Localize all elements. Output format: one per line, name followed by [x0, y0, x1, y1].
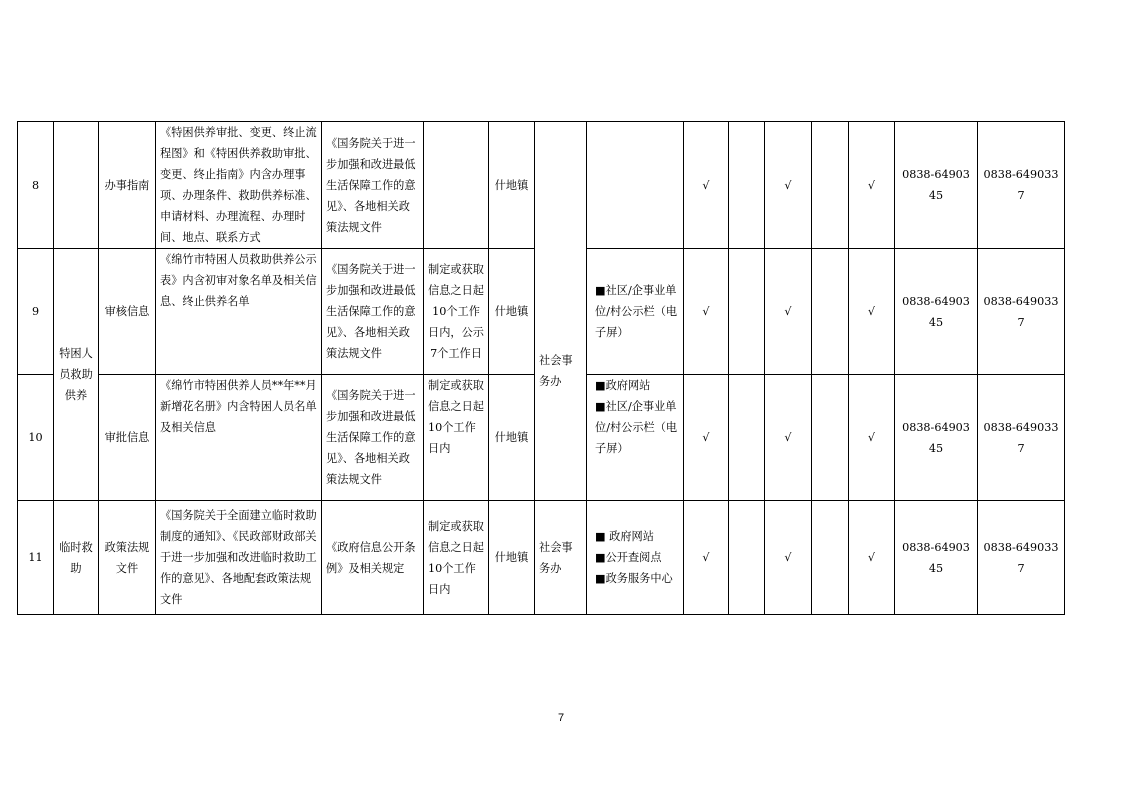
- page-number: 7: [557, 712, 565, 724]
- channel-cell: [587, 122, 684, 249]
- phone-cell: 0838-6490337: [978, 375, 1065, 501]
- channel-item: ■社区/企事业单位/村公示栏（电子屏）: [595, 400, 678, 455]
- check-empty: [729, 122, 765, 249]
- basis-cell: 《国务院关于进一步加强和改进最低生活保障工作的意见》、各地相关政策法规文件: [322, 375, 424, 501]
- check-mark: √: [684, 249, 729, 375]
- channel-item: ■公开查阅点: [595, 551, 662, 564]
- check-empty: [729, 375, 765, 501]
- phone-cell: 0838-6490345: [895, 501, 978, 615]
- channel-cell: [587, 249, 684, 375]
- subject-cell: 什地镇: [489, 375, 535, 501]
- basis-cell: 《国务院关于进一步加强和改进最低生活保障工作的意见》、各地相关政策法规文件: [322, 122, 424, 249]
- check-empty: [812, 375, 849, 501]
- check-empty: [729, 249, 765, 375]
- check-mark: √: [765, 122, 812, 249]
- subject-cell: 什地镇: [489, 501, 535, 615]
- check-mark: √: [849, 122, 895, 249]
- channel-item: ■政府网站: [595, 379, 651, 392]
- basis-cell: 《政府信息公开条例》及相关规定: [322, 501, 424, 615]
- row-number: 9: [18, 249, 54, 375]
- check-mark: √: [684, 501, 729, 615]
- time-limit-cell: 制定或获取信息之日起10个工作日内: [424, 375, 489, 501]
- check-mark: √: [849, 501, 895, 615]
- content-cell: 《绵竹市特困供养人员**年**月新增花名册》内含特困人员名单及相关信息: [156, 375, 322, 501]
- item-cell: 政策法规文件: [99, 501, 156, 615]
- channel-item: ■社区/企事业单位/村公示栏（电子屏）: [595, 284, 678, 339]
- category-cell: 特困人员救助供养: [54, 249, 99, 501]
- channel-item: ■ 政府网站: [595, 530, 654, 543]
- table-row: [18, 501, 1065, 615]
- channel-cell: [587, 501, 684, 615]
- content-cell: 《国务院关于全面建立临时救助制度的通知》、《民政部财政部关于进一步加强和改进临时救助工作的意见》、各地配套政策法规文件: [156, 501, 322, 615]
- phone-cell: 0838-6490337: [978, 501, 1065, 615]
- category-cell: 临时救助: [54, 501, 99, 615]
- check-mark: √: [684, 122, 729, 249]
- phone-cell: 0838-6490337: [978, 249, 1065, 375]
- basis-cell: 《国务院关于进一步加强和改进最低生活保障工作的意见》、各地相关政策法规文件: [322, 249, 424, 375]
- check-empty: [729, 501, 765, 615]
- check-empty: [812, 501, 849, 615]
- channel-cell: [587, 375, 684, 501]
- phone-cell: 0838-6490345: [895, 375, 978, 501]
- check-mark: √: [765, 249, 812, 375]
- time-limit-cell: 制定或获取信息之日起10个工作日内，公示7个工作日: [424, 249, 489, 375]
- content-cell: 《特困供养审批、变更、终止流程图》和《特困供养救助审批、变更、终止指南》内含办理事项、办理条件、救助供养标准、申请材料、办理流程、办理时间、地点、联系方式: [156, 122, 322, 249]
- subject-cell: 什地镇: [489, 249, 535, 375]
- check-mark: √: [765, 501, 812, 615]
- row-number: 10: [18, 375, 54, 501]
- subject-cell: 什地镇: [489, 122, 535, 249]
- phone-cell: 0838-6490345: [895, 122, 978, 249]
- phone-cell: 0838-6490345: [895, 249, 978, 375]
- department-cell: 社会事务办: [535, 501, 587, 615]
- category-cell-empty: [54, 122, 99, 249]
- department-cell: 社会事务办: [535, 122, 587, 501]
- item-cell: 办事指南: [99, 122, 156, 249]
- item-cell: 审核信息: [99, 249, 156, 375]
- check-mark: √: [765, 375, 812, 501]
- check-mark: √: [684, 375, 729, 501]
- table-row: [18, 122, 1065, 249]
- item-cell: 审批信息: [99, 375, 156, 501]
- time-limit-cell: 制定或获取信息之日起10个工作日内: [424, 501, 489, 615]
- check-empty: [812, 249, 849, 375]
- check-mark: √: [849, 375, 895, 501]
- row-number: 11: [18, 501, 54, 615]
- policy-disclosure-table: [17, 121, 1065, 615]
- channel-item: ■政务服务中心: [595, 572, 673, 585]
- check-mark: √: [849, 249, 895, 375]
- phone-cell: 0838-6490337: [978, 122, 1065, 249]
- content-cell: 《绵竹市特困人员救助供养公示表》内含初审对象名单及相关信息、终止供养名单: [156, 249, 322, 375]
- time-limit-cell: [424, 122, 489, 249]
- row-number: 8: [18, 122, 54, 249]
- check-empty: [812, 122, 849, 249]
